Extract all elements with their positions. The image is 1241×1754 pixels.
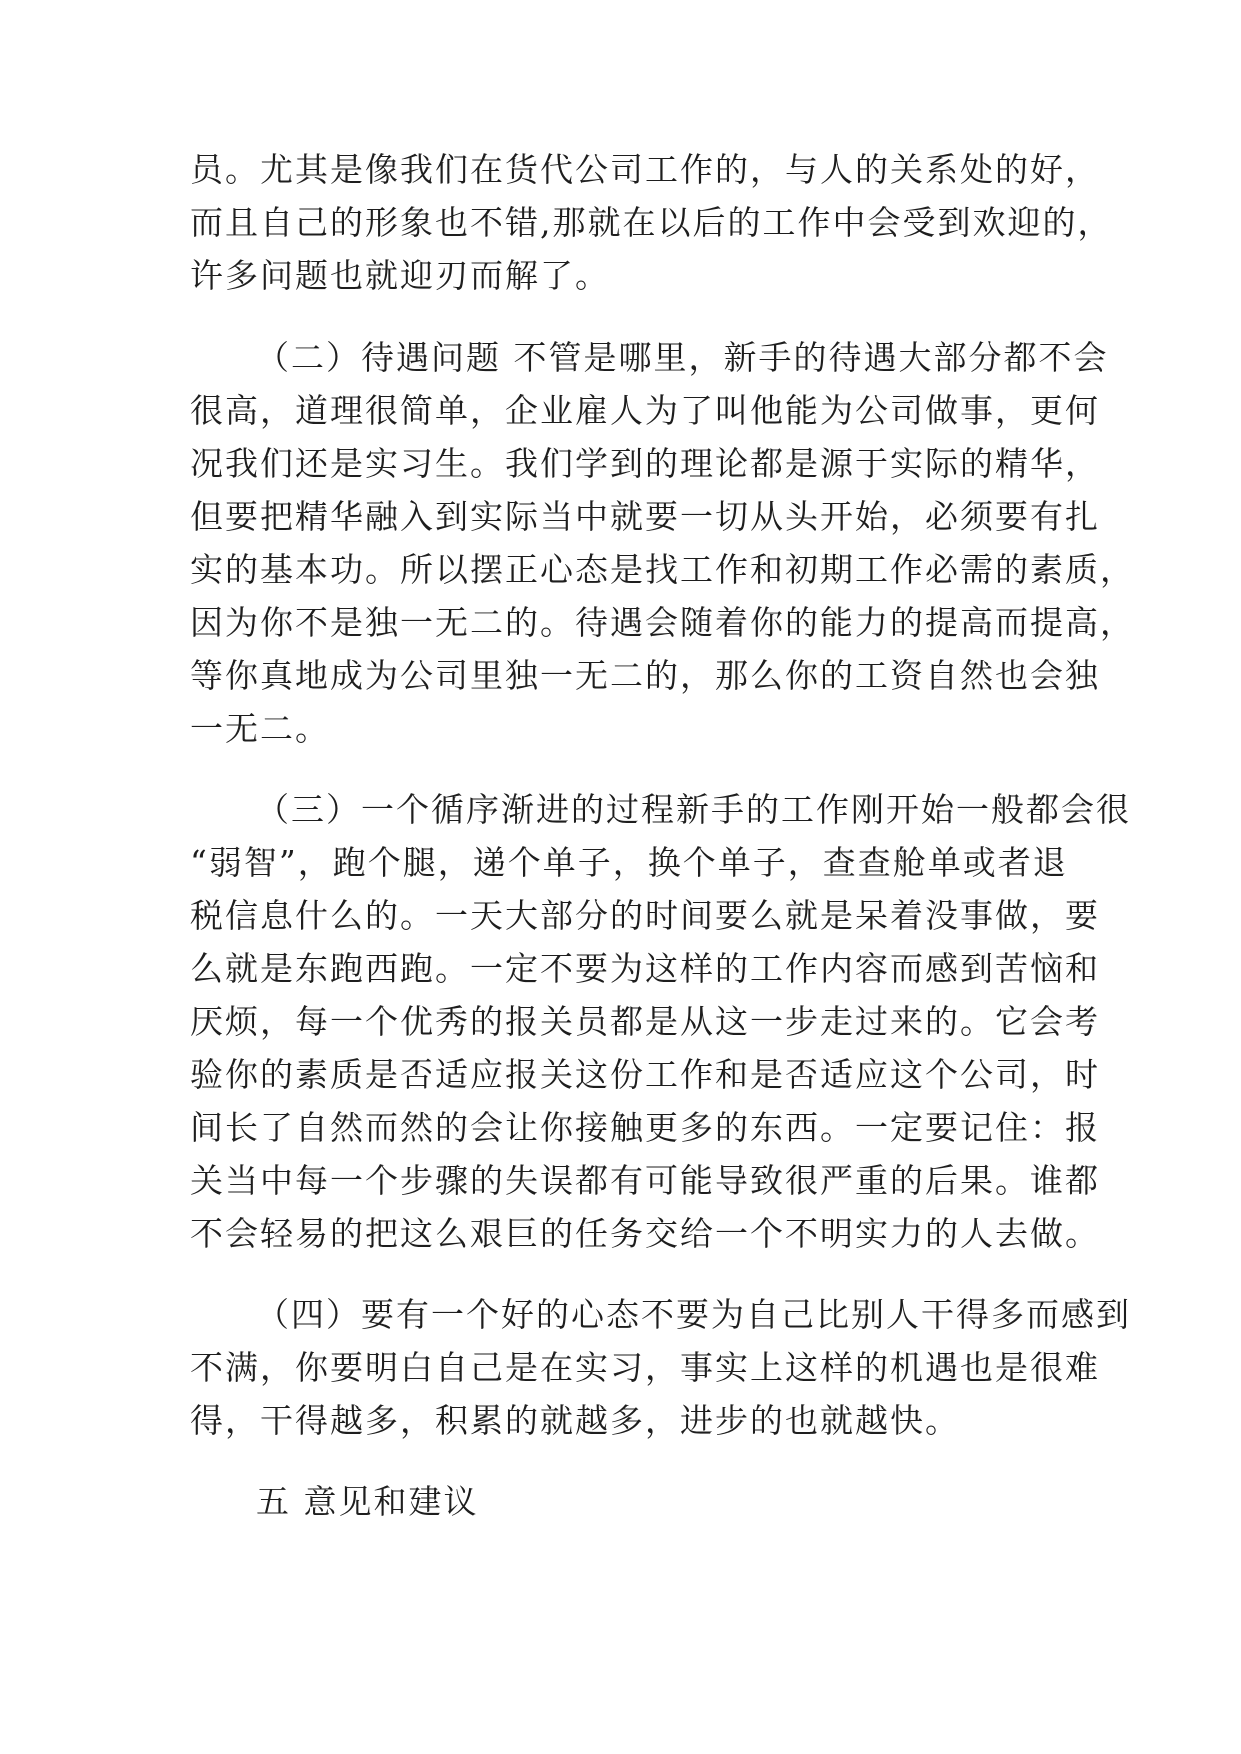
text-line: 但要把精华融入到实际当中就要一切从头开始，必须要有扎	[190, 497, 1100, 536]
text-line: 员。尤其是像我们在货代公司工作的，与人的关系处的好，	[190, 150, 1100, 189]
text-line: 实的基本功。所以摆正心态是找工作和初期工作必需的素质，	[190, 550, 1135, 589]
text-line: 得，干得越多，积累的就越多，进步的也就越快。	[190, 1401, 960, 1440]
text-line: 间长了自然而然的会让你接触更多的东西。一定要记住：报	[190, 1108, 1100, 1147]
paragraph-heading-2: （二）待遇问题 不管是哪里，新手的待遇大部分都不会	[256, 338, 1109, 377]
text-line: 况我们还是实习生。我们学到的理论都是源于实际的精华，	[190, 444, 1100, 483]
text-line: 因为你不是独一无二的。待遇会随着你的能力的提高而提高，	[190, 603, 1135, 642]
text-line: 许多问题也就迎刃而解了。	[190, 256, 610, 295]
text-line: 么就是东跑西跑。一定不要为这样的工作内容而感到苦恼和	[190, 949, 1100, 988]
paragraph-heading-3: （三）一个循序渐进的过程新手的工作刚开始一般都会很	[256, 790, 1131, 829]
text-line: 关当中每一个步骤的失误都有可能导致很严重的后果。谁都	[190, 1161, 1100, 1200]
paragraph-heading-4: （四）要有一个好的心态不要为自己比别人干得多而感到	[256, 1295, 1131, 1334]
text-line: 税信息什么的。一天大部分的时间要么就是呆着没事做，要	[190, 896, 1100, 935]
text-line: 验你的素质是否适应报关这份工作和是否适应这个公司，时	[190, 1055, 1100, 1094]
text-line: 等你真地成为公司里独一无二的，那么你的工资自然也会独	[190, 656, 1100, 695]
text-line: 而且自己的形象也不错,那就在以后的工作中会受到欢迎的，	[190, 203, 1113, 242]
text-line: 厌烦，每一个优秀的报关员都是从这一步走过来的。它会考	[190, 1002, 1100, 1041]
text-line: “弱智”，跑个腿，递个单子，换个单子，查查舱单或者退	[190, 843, 1068, 882]
text-line: 不会轻易的把这么艰巨的任务交给一个不明实力的人去做。	[190, 1214, 1100, 1253]
text-line: 不满，你要明白自己是在实习，事实上这样的机遇也是很难	[190, 1348, 1100, 1387]
section-heading-5: 五 意见和建议	[256, 1482, 479, 1521]
text-line: 很高，道理很简单，企业雇人为了叫他能为公司做事，更何	[190, 391, 1100, 430]
text-line: 一无二。	[190, 709, 330, 748]
